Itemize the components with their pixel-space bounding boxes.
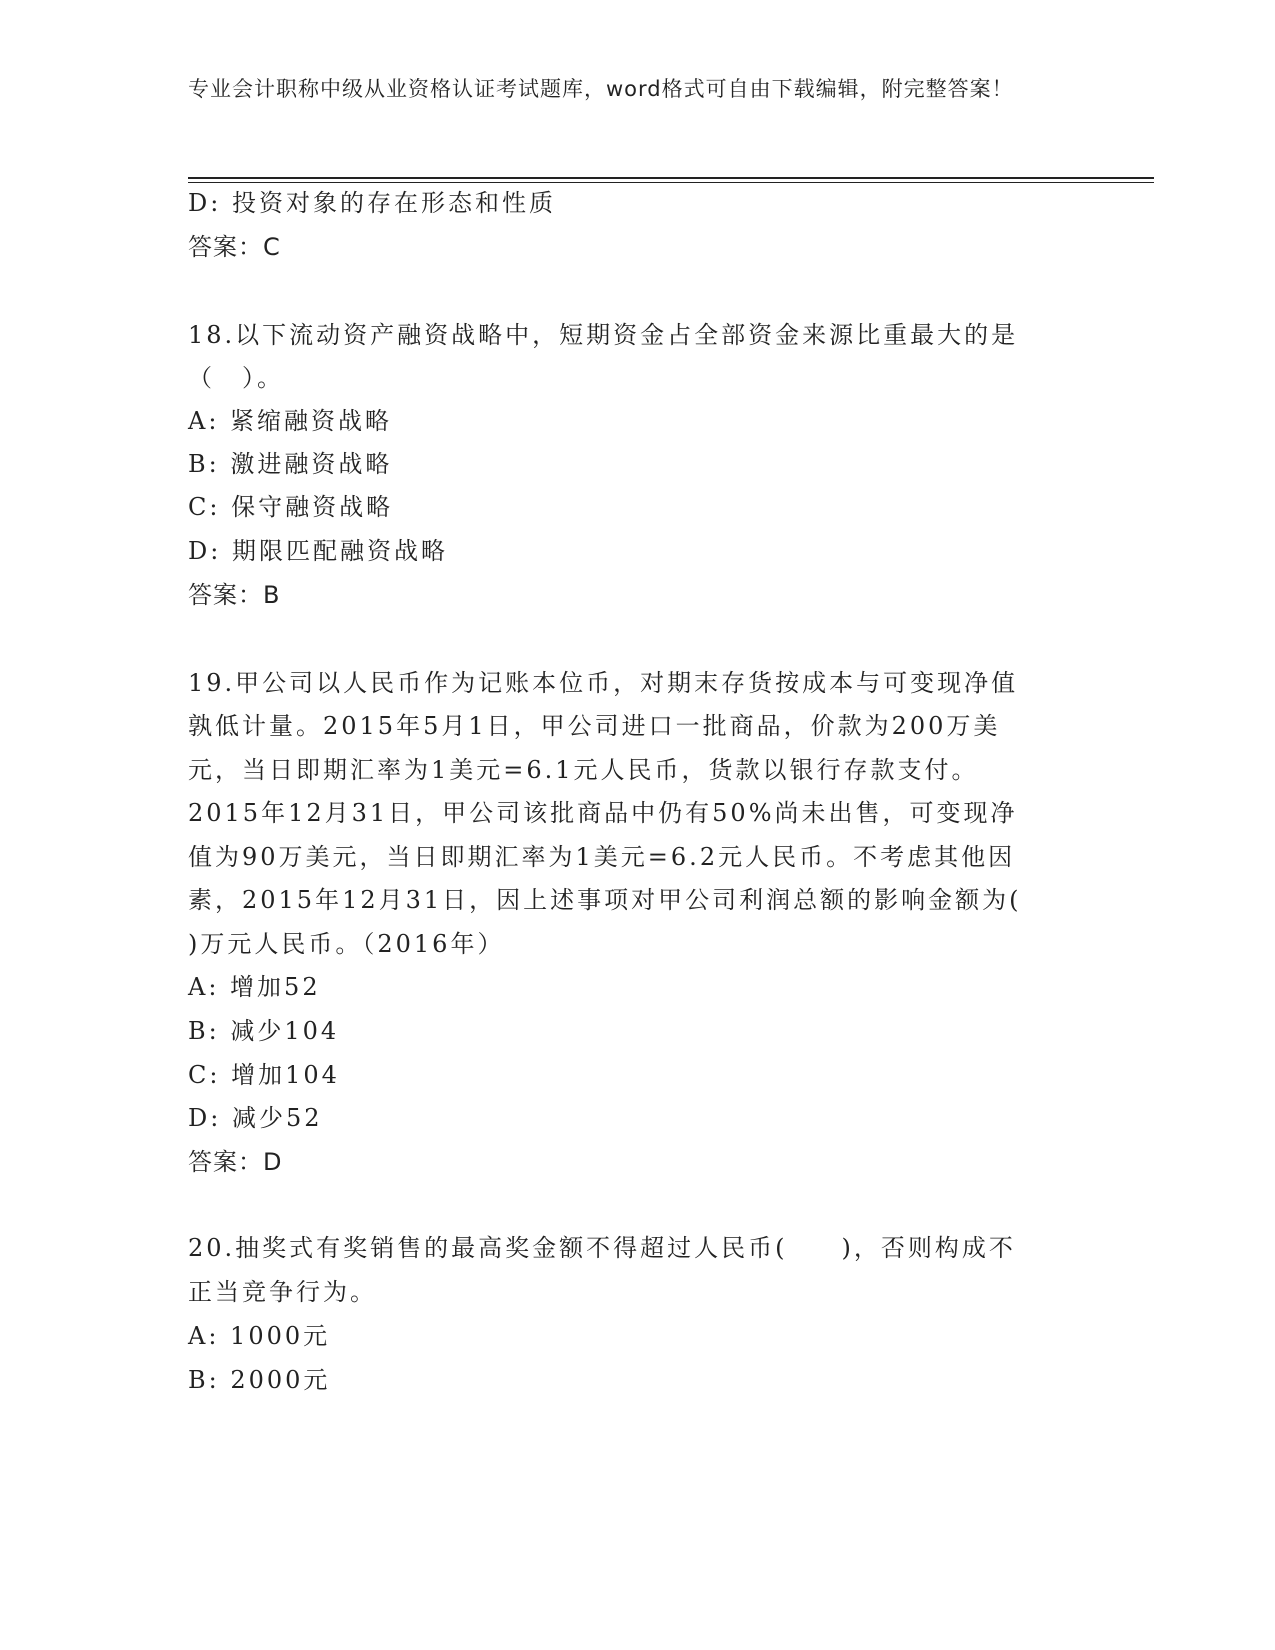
document-header: 专业会计职称中级从业资格认证考试题库，word格式可自由下载编辑，附完整答案！ — [188, 77, 1014, 101]
q18-stem-line1: 18.以下流动资产融资战略中，短期资金占全部资金来源比重最大的是 — [188, 321, 1019, 349]
q19-stem-line1: 19.甲公司以人民币作为记账本位币，对期末存货按成本与可变现净值 — [188, 669, 1019, 697]
q19-option-b: B: 减少104 — [188, 1017, 340, 1045]
q19-stem-line6: 素，2015年12月31日，因上述事项对甲公司利润总额的影响金额为( — [188, 886, 1022, 914]
q19-option-c: C: 增加104 — [188, 1061, 340, 1089]
header-rule-thick — [188, 177, 1154, 179]
q19-stem-line3: 元，当日即期汇率为1美元=6.1元人民币，货款以银行存款支付。 — [188, 756, 979, 784]
q18-option-d: D: 期限匹配融资战略 — [188, 537, 448, 565]
q20-stem-line2: 正当竞争行为。 — [188, 1278, 377, 1306]
q18-option-b: B: 激进融资战略 — [188, 450, 393, 478]
q17-answer: 答案：C — [188, 233, 281, 261]
q19-option-a: A: 增加52 — [188, 973, 321, 1001]
q20-option-a: A: 1000元 — [188, 1322, 331, 1350]
q19-answer: 答案：D — [188, 1148, 283, 1176]
q19-stem-line2: 孰低计量。2015年5月1日，甲公司进口一批商品，价款为200万美 — [188, 712, 1001, 740]
header-rule-thin — [188, 182, 1154, 183]
q17-option-d: D: 投资对象的存在形态和性质 — [188, 189, 556, 217]
q19-stem-line5: 值为90万美元，当日即期汇率为1美元=6.2元人民币。不考虑其他因 — [188, 843, 1016, 871]
q20-stem-line1: 20.抽奖式有奖销售的最高奖金额不得超过人民币( )，否则构成不 — [188, 1234, 1016, 1262]
q18-option-a: A: 紧缩融资战略 — [188, 407, 393, 435]
q19-stem-line7: )万元人民币。（2016年） — [188, 930, 505, 958]
q19-option-d: D: 减少52 — [188, 1104, 323, 1132]
q19-stem-line4: 2015年12月31日，甲公司该批商品中仍有50%尚未出售，可变现净 — [188, 799, 1018, 827]
q18-answer: 答案：B — [188, 581, 281, 609]
q18-option-c: C: 保守融资战略 — [188, 493, 394, 521]
q18-stem-line2: （ ）。 — [188, 364, 284, 392]
q20-option-b: B: 2000元 — [188, 1366, 331, 1394]
